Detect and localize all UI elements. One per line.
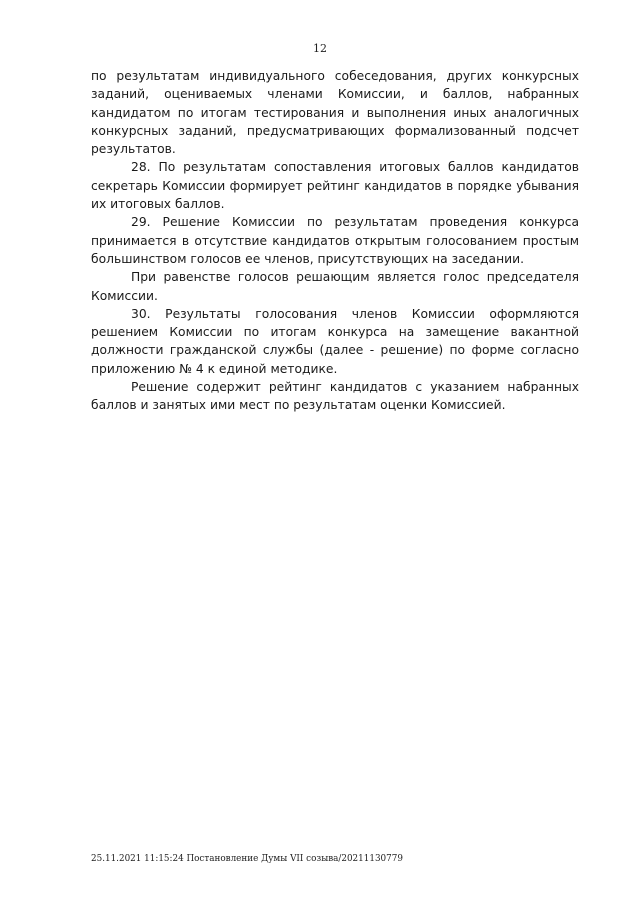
document-body (91, 67, 579, 415)
paragraph-decision-content: Решение содержит рейтинг кандидатов с указанием набранных баллов и занятых ими мест по результатам оценки Комиссией. (91, 380, 579, 413)
paragraph-continuation: по результатам индивидуального собеседования, других конкурсных заданий, оцениваемых членами Комиссии, и баллов, набранных кандидатом по итогам тестирования и выполнения иных аналогичных конкурсных заданий, предусматривающих формализованный подсчет результатов. (91, 69, 579, 157)
paragraph-item-29: 29. Решение Комиссии по результатам проведения конкурса принимается в отсутствие кандидатов открытым голосованием простым большинством голосов ее членов, присутствующих на заседании. (91, 215, 579, 266)
paragraph-item-28: 28. По результатам сопоставления итоговых баллов кандидатов секретарь Комиссии формирует рейтинг кандидатов в порядке убывания их итоговых баллов. (91, 160, 579, 212)
page-number: 12 (313, 42, 327, 55)
paragraph-tie-vote: При равенстве голосов решающим является голос председателя Комиссии. (91, 270, 579, 303)
document-stamp-footer: 25.11.2021 11:15:24 Постановление Думы VII созыва/20211130779 (91, 854, 403, 864)
paragraph-item-30: 30. Результаты голосования членов Комиссии оформляются решением Комиссии по итогам конкурса на замещение вакантной должности гражданской службы (далее - решение) по форме согласно приложению № 4 к единой методике. (91, 306, 579, 376)
